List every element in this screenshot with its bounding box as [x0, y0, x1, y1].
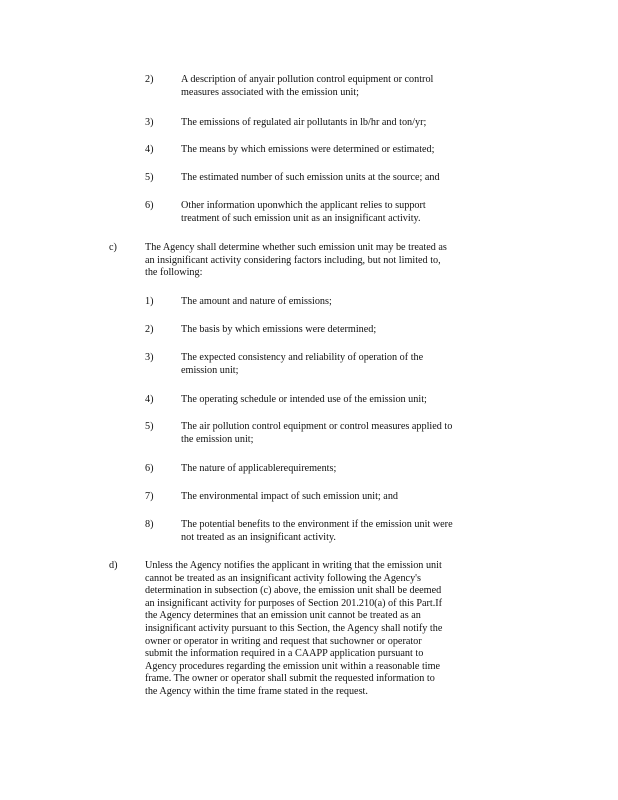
item-number: 6) [145, 463, 154, 474]
item-number: 3) [145, 117, 154, 128]
item-text: The means by which emissions were determined or estimated; [181, 144, 435, 155]
item-number: 8) [145, 519, 154, 530]
item-number: 5) [145, 421, 154, 432]
section-text: Unless the Agency notifies the applicant in writing that the emission unit cannot be treated as an insignificant activity following the Agency's determination in subsection (c) above, the emission unit shall be deemed an insignificant activity for purposes of Section 201.210(a) of this Part.If the Agency determines that an emission unit cannot be treated as an insignificant activity pursuant to this Section, the Agency shall notify the owner or operator in writing and request that suchowner or operator submit the information required in a CAAPP application pursuant to Agency procedures regarding the emission unit within a reasonable time frame. The owner or operator shall submit the requested information to the Agency within the time frame stated in the request. [145, 560, 443, 697]
item-number: 6) [145, 200, 154, 211]
item-text: The basis by which emissions were determined; [181, 324, 377, 335]
item-text: Other information uponwhich the applicant relies to support treatment of such emission unit as an insignificant activity. [181, 200, 426, 224]
item-text: The expected consistency and reliability of operation of the emission unit; [181, 352, 424, 376]
item-text: The environmental impact of such emission unit; and [181, 491, 399, 502]
item-text: The amount and nature of emissions; [181, 296, 332, 307]
item-text: The operating schedule or intended use of the emission unit; [181, 394, 427, 405]
item-number: 2) [145, 74, 154, 85]
item-text: A description of anyair pollution control equipment or control measures associated with the emission unit; [181, 74, 434, 98]
item-text: The air pollution control equipment or control measures applied to the emission unit; [181, 421, 453, 445]
item-number: 1) [145, 296, 154, 307]
item-text: The emissions of regulated air pollutants in lb/hr and ton/yr; [181, 117, 427, 128]
item-number: 7) [145, 491, 154, 502]
section-label: d) [109, 560, 118, 571]
item-number: 5) [145, 172, 154, 183]
item-text: The estimated number of such emission units at the source; and [181, 172, 440, 183]
section-label: c) [109, 242, 117, 253]
item-number: 3) [145, 352, 154, 363]
section-text: The Agency shall determine whether such emission unit may be treated as an insignificant activity considering factors including, but not limited to, the following: [145, 242, 447, 279]
item-text: The nature of applicablerequirements; [181, 463, 337, 474]
item-number: 4) [145, 144, 154, 155]
item-number: 4) [145, 394, 154, 405]
item-text: The potential benefits to the environment if the emission unit were not treated as an insignificant activity. [181, 519, 453, 543]
item-number: 2) [145, 324, 154, 335]
